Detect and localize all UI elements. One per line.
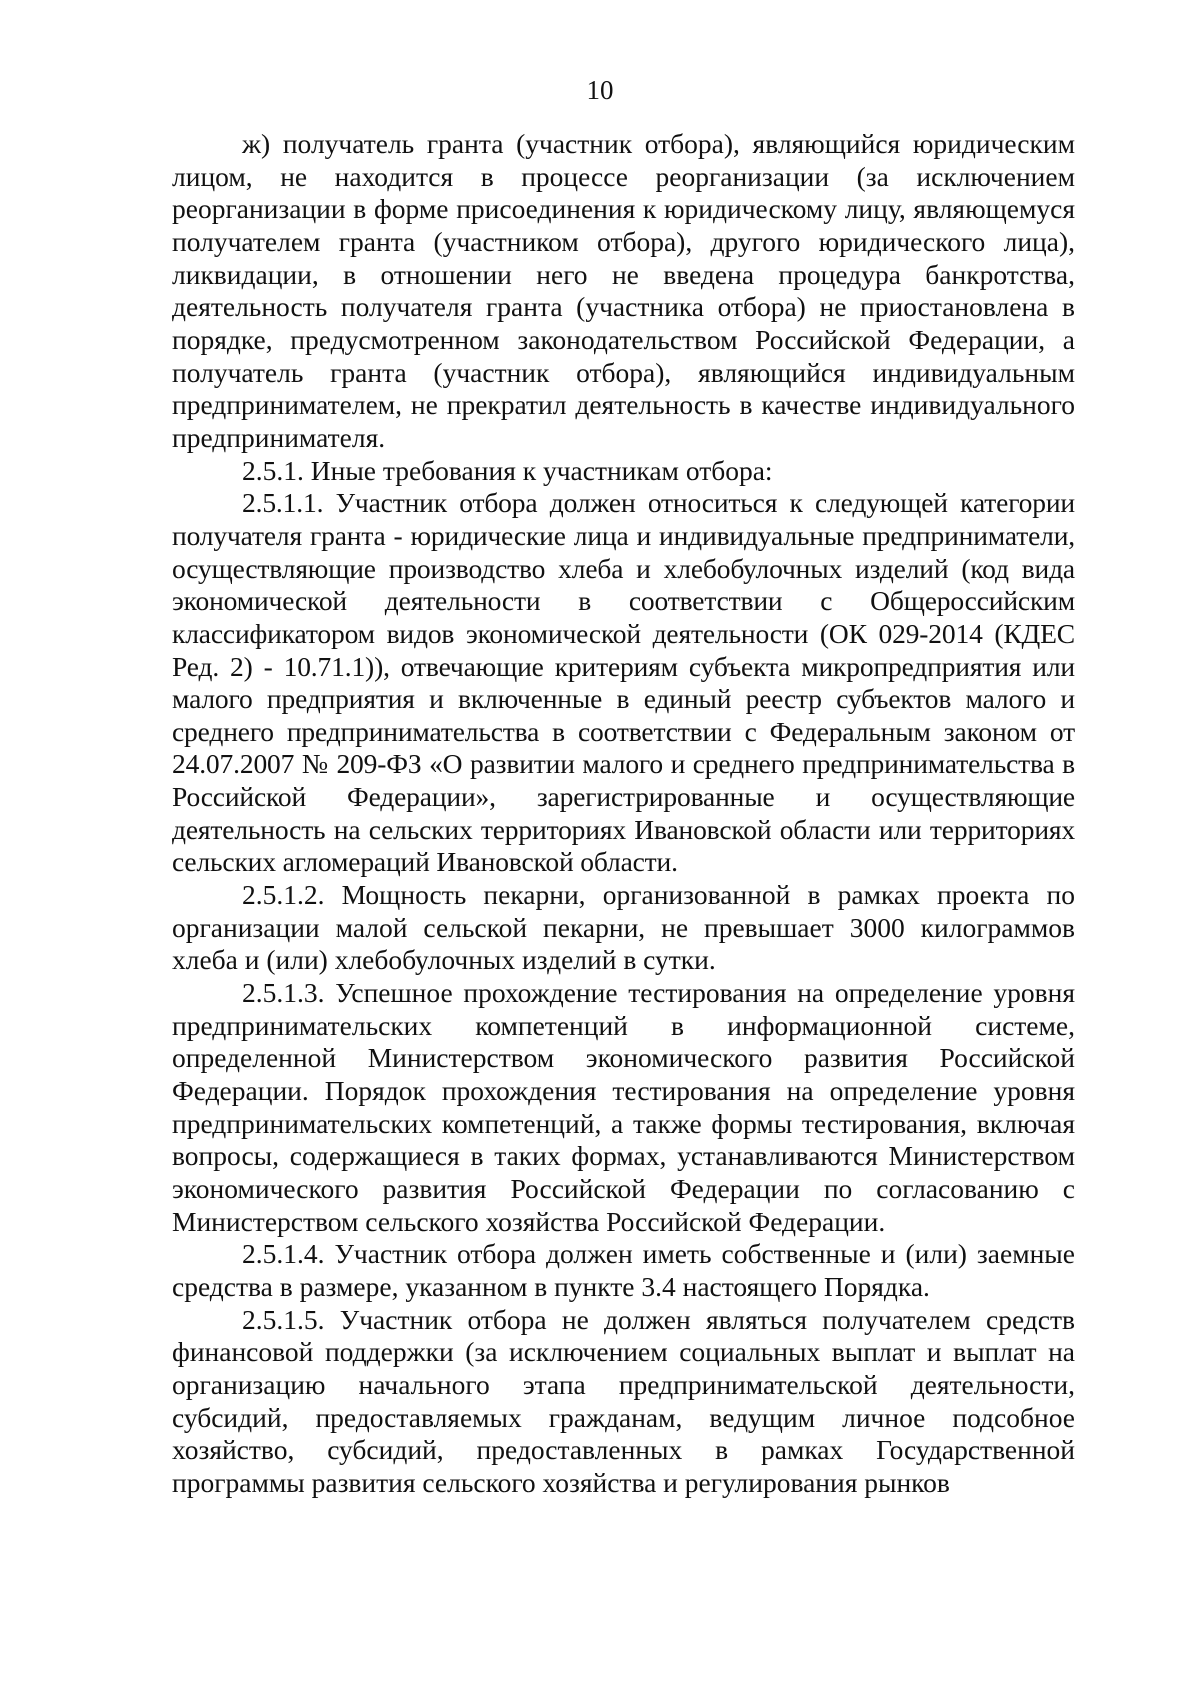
page-number: 10	[586, 75, 614, 105]
paragraph-2-5-1-3-competency-testing: 2.5.1.3. Успешное прохождение тестирования на определение уровня предпринимательских компетенций в информационной системе, определенной Министерством экономического развития Российской Федерации. Порядок прохождения тестирования на определение уровня предпринимательских компетенций, а также формы тестирования, включая вопросы, содержащиеся в таких формах, устанавливаются Министерством экономического развития Российской Федерации по согласованию с Министерством сельского хозяйства Российской Федерации.	[172, 977, 1075, 1237]
document-body	[172, 128, 1075, 1500]
paragraph-2-5-1-1-recipient-category: 2.5.1.1. Участник отбора должен относиться к следующей категории получателя гранта - юридические лица и индивидуальные предприниматели, осуществляющие производство хлеба и хлебобулочных изделий (код вида экономической деятельности в соответствии с Общероссийским классификатором видов экономической деятельности (ОК 029-2014 (КДЕС Ред. 2) - 10.71.1)), отвечающие критериям субъекта микропредприятия или малого предприятия и включенные в единый реестр субъектов малого и среднего предпринимательства в соответствии с Федеральным законом от 24.07.2007 № 209-ФЗ «О развитии малого и среднего предпринимательства в Российской Федерации», зарегистрированные и осуществляющие деятельность на сельских территориях Ивановской области или территориях сельских агломераций Ивановской области.	[172, 487, 1075, 878]
paragraph-2-5-1-2-bakery-capacity: 2.5.1.2. Мощность пекарни, организованной в рамках проекта по организации малой сельской пекарни, не превышает 3000 килограммов хлеба и (или) хлебобулочных изделий в сутки.	[172, 879, 1075, 976]
paragraph-2-5-1-4-own-funds: 2.5.1.4. Участник отбора должен иметь собственные и (или) заемные средства в размере, указанном в пункте 3.4 настоящего Порядка.	[172, 1238, 1075, 1302]
paragraph-2-5-1-5-no-prior-support: 2.5.1.5. Участник отбора не должен являться получателем средств финансовой поддержки (за исключением социальных выплат и выплат на организацию начального этапа предпринимательской деятельности, субсидий, предоставляемых гражданам, ведущим личное подсобное хозяйство, субсидий, предоставленных в рамках Государственной программы развития сельского хозяйства и регулирования рынков	[172, 1303, 1075, 1498]
paragraph-zh-legal-entity-status: ж) получатель гранта (участник отбора), являющийся юридическим лицом, не находится в процессе реорганизации (за исключением реорганизации в форме присоединения к юридическому лицу, являющемуся получателем гранта (участником отбора), другого юридического лица), ликвидации, в отношении него не введена процедура банкротства, деятельность получателя гранта (участника отбора) не приостановлена в порядке, предусмотренном законодательством Российской Федерации, а получатель гранта (участник отбора), являющийся индивидуальным предпринимателем, не прекратил деятельность в качестве индивидуального предпринимателя.	[172, 128, 1075, 453]
paragraph-2-5-1-other-requirements: 2.5.1. Иные требования к участникам отбора:	[242, 454, 773, 486]
